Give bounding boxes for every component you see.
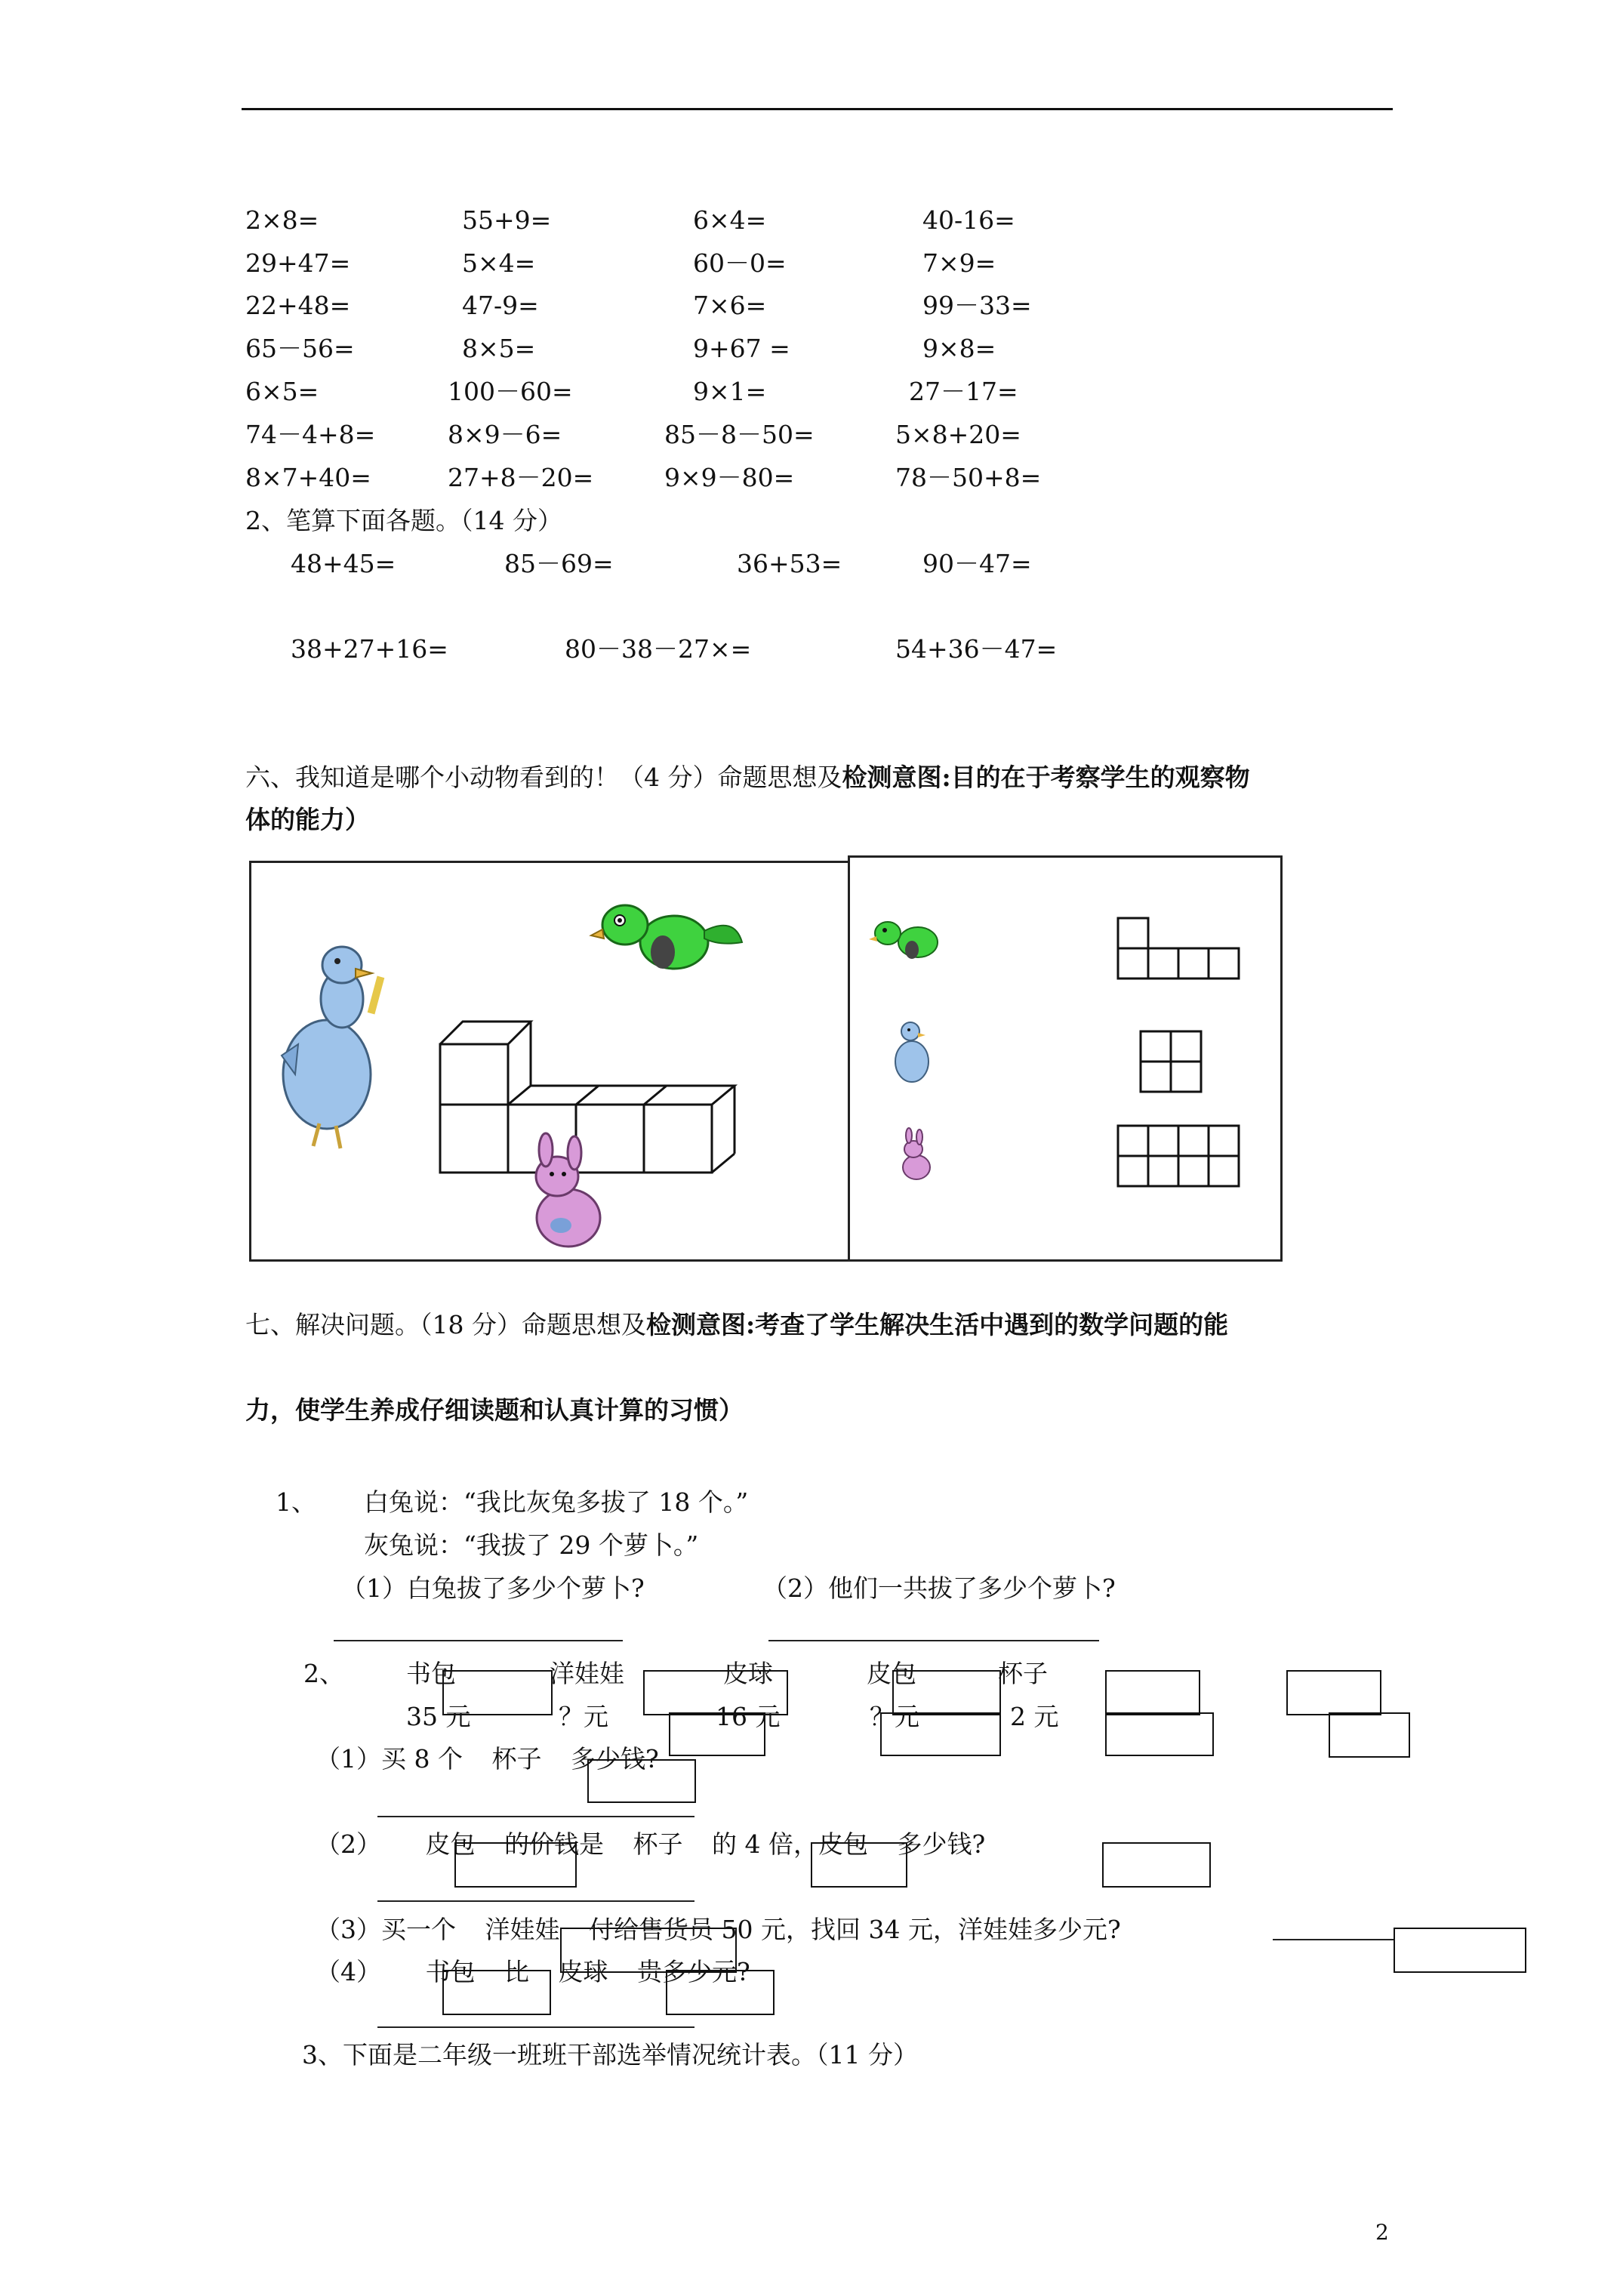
oral-r3c2: 9+67 = [693,334,790,363]
answer-line[interactable] [377,1816,694,1817]
cup-picture-box [1105,1712,1214,1756]
answer-line[interactable] [334,1640,623,1641]
bag-picture-box [442,1670,553,1715]
rabbit-icon [536,1133,600,1247]
written-r2c2: 54+36－47= [895,634,1058,664]
view-matching-panel [848,855,1283,1262]
q2-s4-b: 书包 [425,1957,476,1986]
oral-r5c0: 74－4+8= [245,420,376,449]
doll-picture-box [643,1670,788,1715]
q2-s4-c: 比 [504,1957,529,1986]
oral-r3c3: 9×8= [922,334,996,363]
observation-scene [251,863,850,1259]
doll-picture-box [560,1928,737,1973]
section7-heading-b: 检测意图:考查了学生解决生活中遇到的数学问题的能 [645,1310,1229,1339]
q2-s2-c: 的价钱是 [504,1829,604,1859]
parrot-icon [591,905,742,969]
oral-r0c0: 2×8= [245,205,319,235]
parrot-icon [869,922,938,959]
purse-picture-box [454,1842,577,1888]
doll-picture-box [1394,1928,1526,1973]
answer-line[interactable] [377,2026,694,2028]
oral-r2c1: 47-9= [462,291,539,320]
written-r1c3: 90－47= [922,549,1032,578]
q2-price-purse: ？元 [870,1702,919,1731]
q2-s3-b: 洋娃娃 [485,1915,560,1944]
oral-r6c1: 27+8－20= [448,463,594,492]
q2-s4-e: 贵多少元? [637,1957,750,1986]
oral-r2c0: 22+48= [245,291,351,320]
header-rule [242,108,1393,110]
q2-price-bag: 35 元 [406,1702,471,1731]
written-r2c0: 38+27+16= [291,634,448,664]
q2-s3-c: 付给售货员 50 元，找回 34 元，洋娃娃多少元? [589,1915,1121,1944]
oral-r5c2: 85－8－50= [664,420,815,449]
oral-r1c2: 60－0= [693,248,787,278]
duck-icon [895,1022,929,1082]
q2-s4-a: （4） [316,1957,381,1986]
oral-r3c1: 8×5= [462,334,536,363]
oral-r0c2: 6×4= [693,205,767,235]
q1-line2: 灰兔说：“我拔了 29 个萝卜。” [364,1530,699,1560]
q1-number: 1、 [276,1487,316,1517]
purse-picture-box [880,1712,1001,1756]
written-title: 2、笔算下面各题。（14 分） [245,506,562,535]
cup-picture-box [811,1842,907,1888]
view-option-square [1141,1031,1201,1092]
q1-sub1: （1）白兔拔了多少个萝卜? [341,1573,645,1603]
oral-r0c1: 55+9= [462,205,552,235]
q2-s1-c: 多少钱? [570,1744,659,1774]
q3-text: 3、下面是二年级一班班干部选举情况统计表。（11 分） [302,2040,918,2069]
q2-item-doll: 洋娃娃 [550,1659,624,1688]
oral-r5c1: 8×9－6= [448,420,562,449]
cup-picture-box [1105,1670,1200,1715]
q2-s2-a: （2） [316,1829,381,1859]
ball-picture-box [666,1970,775,2015]
oral-r4c2: 9×1= [693,377,767,406]
q2-item-ball: 皮球 [723,1659,773,1688]
oral-r0c3: 40-16= [922,205,1015,235]
oral-r4c1: 100－60= [448,377,573,406]
duck-icon [282,947,384,1148]
section6-heading [245,763,1250,793]
q2-s2-d: 杯子 [633,1829,683,1859]
oral-r2c2: 7×6= [693,291,767,320]
rabbit-icon [903,1128,930,1179]
oral-r6c3: 78－50+8= [895,463,1042,492]
oral-r4c0: 6×5= [245,377,319,406]
observation-scene-panel [249,861,852,1262]
section6-heading-b: 检测意图:目的在于考察学生的观察物 [842,763,1250,792]
cube-structure [440,1022,735,1173]
ball-picture-box [669,1712,765,1756]
answer-line[interactable] [768,1640,1099,1641]
view-matching [850,858,1280,1259]
q2-number: 2、 [303,1659,344,1688]
oral-r1c3: 7×9= [922,248,996,278]
view-option-l-shape [1118,918,1239,978]
view-option-grid [1118,1126,1239,1186]
q2-s4-d: 皮球 [558,1957,608,1986]
oral-r3c0: 65－56= [245,334,355,363]
purse-picture-box [892,1670,1001,1715]
q2-s2-f: 多少钱? [897,1829,986,1859]
section6-heading-line2: 体的能力） [245,805,370,834]
q2-s2-e: 的 4 倍，皮包 [712,1829,868,1859]
q1-sub2: （2）他们一共拔了多少个萝卜? [762,1573,1116,1603]
written-r1c1: 85－69= [504,549,614,578]
written-r1c0: 48+45= [291,549,396,578]
oral-r4c3: 27－17= [909,377,1018,406]
page-number: 2 [1375,2220,1389,2245]
oral-r5c3: 5×8+20= [895,420,1021,449]
oral-r6c2: 9×9－80= [664,463,795,492]
section7-heading-a: 七、解决问题。（18 分）命题思想及 [245,1310,646,1339]
cup-picture-box [1286,1670,1381,1715]
q2-s3-a: （3）买一个 [316,1915,456,1944]
q2-item-bag: 书包 [406,1659,456,1688]
q2-item-cup: 杯子 [998,1659,1048,1688]
q1-line1: 白兔说：“我比灰兔多拔了 18 个。” [364,1487,749,1517]
oral-r6c0: 8×7+40= [245,463,371,492]
q2-price-doll: ？元 [559,1702,608,1731]
oral-r1c1: 5×4= [462,248,536,278]
q2-price-cup: 2 元 [1010,1702,1059,1731]
written-r2c1: 80－38－27×= [565,634,752,664]
bag-picture-box [442,1970,551,2015]
q2-s1-b: 杯子 [491,1744,542,1774]
cup-picture-box [587,1759,696,1803]
cup-picture-box [1329,1712,1410,1758]
q2-s1-a: （1）买 8 个 [316,1744,463,1774]
q2-s2-b: 皮包 [425,1829,476,1859]
answer-line[interactable] [377,1900,694,1902]
oral-r1c0: 29+47= [245,248,351,278]
section7-heading-line2: 力，使学生养成仔细读题和认真计算的习惯） [245,1395,744,1425]
answer-line[interactable] [1273,1939,1394,1940]
q2-item-purse: 皮包 [867,1659,916,1688]
section7-heading [245,1310,1228,1340]
section6-heading-a: 六、我知道是哪个小动物看到的！（4 分）命题思想及 [245,763,842,792]
oral-r2c3: 99－33= [922,291,1032,320]
purse-picture-box [1102,1842,1211,1888]
q2-price-ball: 16 元 [716,1702,781,1731]
written-r1c2: 36+53= [737,549,842,578]
